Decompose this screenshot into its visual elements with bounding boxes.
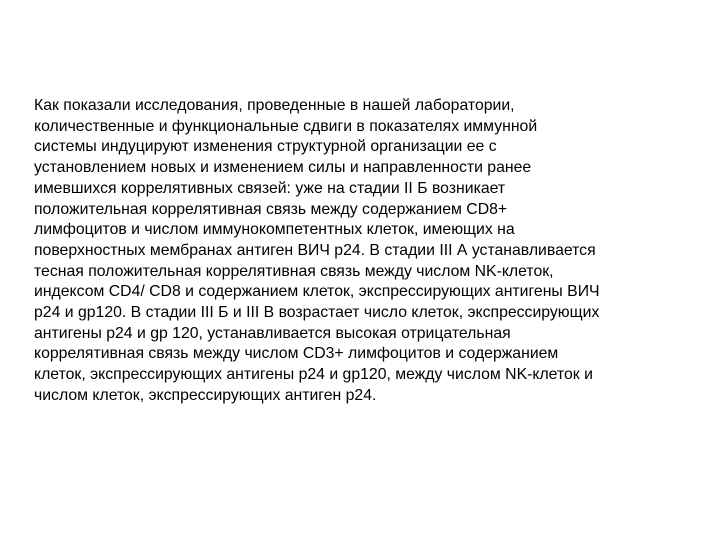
paragraph-line: числом клеток, экспрессирующих антиген p24. (34, 386, 377, 404)
body-paragraph (34, 96, 694, 407)
paragraph-line: количественные и функциональные сдвиги в показателях иммунной (34, 117, 538, 135)
paragraph-line: тесная положительная коррелятивная связь между числом NK-клеток, (34, 262, 554, 280)
paragraph-line: лимфоцитов и числом иммунокомпетентных клеток, имеющих на (34, 221, 515, 239)
paragraph-line: системы индуцируют изменения структурной организации ее с (34, 138, 497, 156)
paragraph-line: установлением новых и изменением силы и направленности ранее (34, 159, 532, 177)
paragraph-line: p24 и gp120. В стадии III Б и III В возрастает число клеток, экспрессирующих (34, 304, 600, 322)
paragraph-line: клеток, экспрессирующих антигены p24 и gp120, между числом NK-клеток и (34, 366, 593, 384)
paragraph-line: коррелятивная связь между числом CD3+ лимфоцитов и содержанием (34, 345, 559, 363)
paragraph-line: Как показали исследования, проведенные в нашей лаборатории, (34, 97, 515, 114)
paragraph-line: поверхностных мембранах антиген ВИЧ p24. В стадии III А устанавливается (34, 241, 596, 259)
paragraph-line: положительная коррелятивная связь между содержанием CD8+ (34, 200, 508, 218)
paragraph-line: антигены p24 и gp 120, устанавливается высокая отрицательная (34, 324, 511, 342)
paragraph-line: имевшихся коррелятивных связей: уже на стадии II Б возникает (34, 179, 506, 197)
paragraph-line: индексом CD4/ CD8 и содержанием клеток, экспрессирующих антигены ВИЧ (34, 283, 600, 301)
